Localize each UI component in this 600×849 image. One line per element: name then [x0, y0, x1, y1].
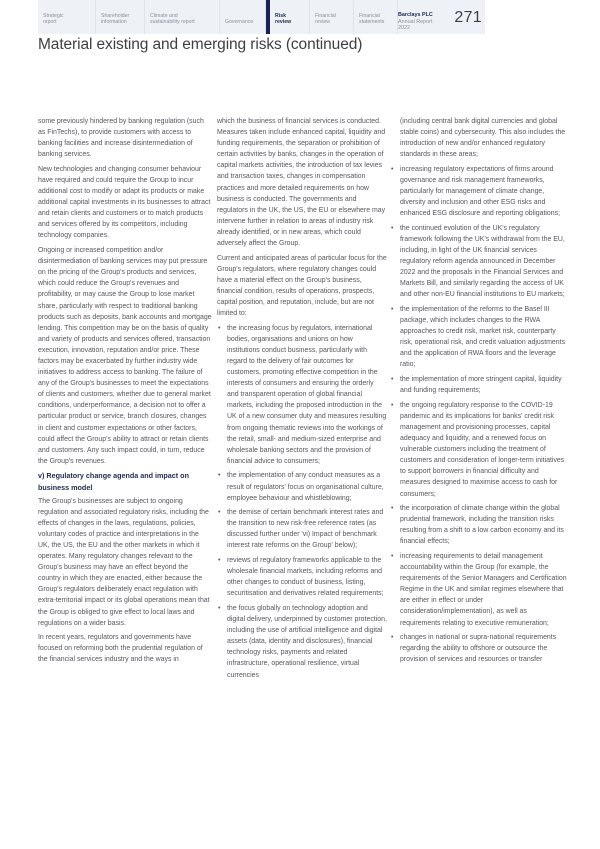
paragraph: Ongoing or increased competition and/or disintermediation of banking services may put pressure on the pricing of the Group's products and services, which could reduce the Group's revenues and profitability, or may cause the Group to lose market share, particularly with respect to traditional banking products such as deposits, bank accounts and mortgage lending. This competition may be on the basis of quality and variety of products and services offered, transaction execution, innovation, reputation and/or price. These factors may be exacerbated by further industry wide initiatives to address access to banking. The failure of any of the Group's businesses to meet the expectations of clients and customers, whether due to general market conditions, underperformance, a decision not to offer a particular product or service, branch closures, changes in client and customer expectations or other factors, could affect the Group's ability to attract or retain clients and customers. Any such impact could, in turn, reduce the Group's revenues.: [38, 247, 212, 465]
list-item-text: the continued evolution of the UK's regulatory framework following the UK's withdrawal from the EU, including, in light of the UK financial services regulatory reform agenda announced in December 2022 and the proposals in the Financial Services and Markets Bill, and similarly regarding the access of UK and other non-EU financial institutions to EU markets;: [400, 224, 565, 299]
bullet-icon: •: [218, 324, 221, 332]
text-column-2: [217, 116, 387, 684]
nav-tab-label: statements: [359, 19, 385, 26]
nav-tab-label: information: [101, 19, 127, 26]
list-item-text: the implementation of the reforms to the Basel III package, which includes changes to the RWA approaches to credit risk, market risk, counterparty risk, operational risk, and credit valuation adjustments and the application of RWA floors and the leverage ratio;: [400, 306, 566, 369]
nav-tab-label: review: [275, 19, 292, 26]
nav-tab-financial-review[interactable]: [310, 0, 354, 34]
nav-tab-climate-sustainability-report[interactable]: [145, 0, 220, 34]
text-column-3: [390, 116, 568, 669]
list-item-text: increasing requirements to detail management accountability within the Group (for example, the requirements of the Senior Managers and Certification Regime in the UK and similar regimes elsewhere that are either in effect or under consideration/implementation), as well as requirements relating to executive remuneration;: [400, 552, 567, 627]
nav-tab-label: Financial: [315, 13, 336, 19]
paragraph: New technologies and changing consumer behaviour have required and could require the Group to incur additional cost to modify or adapt its products or make additional capital investments in its businesses to attract and retain clients and customers or to match products and services offered by its competitors, including technology companies.: [38, 165, 211, 240]
nav-tab-label: Climate and: [150, 13, 178, 19]
list-item: [217, 470, 387, 503]
nav-tab-label: Shareholder: [101, 13, 130, 19]
bullet-list: [217, 323, 387, 681]
nav-tab-label: Governance: [225, 19, 254, 25]
nav-tab-governance[interactable]: [220, 0, 266, 34]
brand-block: [398, 12, 433, 32]
list-item-text: the demise of certain benchmark interest rates and the transition to new risk-free reference rates (as discussed further under 'vi) Impact of benchmark interest rate reforms on the Group' below);: [227, 509, 384, 550]
bullet-icon: •: [218, 557, 221, 565]
bullet-icon: •: [218, 509, 221, 517]
bullet-icon: •: [391, 376, 394, 384]
paragraph: In recent years, regulators and governments have focused on reforming both the prudential regulation of the financial services industry and the ways in: [38, 634, 203, 664]
paragraph: (including central bank digital currencies and global stable coins) and cybersecurity. This also includes the introduction of new and/or enhanced regulatory standards in these areas;: [400, 118, 566, 159]
bullet-icon: •: [391, 552, 394, 560]
list-item: [390, 164, 568, 219]
page-number: 271: [454, 9, 482, 26]
nav-tab-financial-statements[interactable]: [354, 0, 398, 34]
list-item: [217, 555, 387, 599]
list-item: [217, 323, 387, 467]
list-item-text: the incorporation of climate change within the global prudential framework, including the transition risks resulting from a shift to a low carbon economy and its financial effects;: [400, 505, 564, 546]
nav-tab-label: Risk: [275, 13, 286, 19]
bullet-icon: •: [391, 165, 394, 173]
bullet-icon: •: [391, 401, 394, 409]
bullet-icon: •: [391, 306, 394, 313]
text-column-1: [38, 116, 212, 669]
bullet-icon: •: [218, 472, 221, 480]
list-item-text: reviews of regulatory frameworks applicable to the wholesale financial markets, including reforms and other changes to conduct of business, listing, securitisation and derivatives related requirements;: [227, 557, 384, 598]
bullet-icon: •: [391, 224, 394, 232]
paragraph: which the business of financial services is conducted. Measures taken include enhanced capital, liquidity and funding requirements, the separation or prohibition of certain activities by banks, changes in the operation of capital markets activities, the introduction of tax levies and transaction taxes, changes in compensation practices and more detailed requirements on how business is conducted. The governments and regulators in the UK, the US, the EU or elsewhere may intervene further in relation to areas of industry risk already identified, or in new areas, which could adversely affect the Group.: [217, 118, 386, 248]
nav-tab-label: Financial: [359, 13, 380, 19]
nav-tab-label: sustainability report: [150, 19, 195, 26]
bullet-icon: •: [391, 634, 394, 642]
list-item-text: the focus globally on technology adoption and digital delivery, underpinned by customer protection, including the use of artificial intelligence and digital assets (data, identity and disclosures), financial technology risks, payments and related infrastructure, operational resilience, virtual currencies: [227, 604, 387, 679]
list-item: [390, 551, 568, 629]
report-name: Annual Report 2022: [398, 18, 433, 32]
report-branding: [398, 0, 485, 34]
list-item-text: the implementation of any conduct measures as a result of regulators' focus on organisational culture, employee behaviour and whistleblowing;: [227, 472, 384, 502]
list-item: [217, 603, 387, 681]
list-item-text: the implementation of more stringent capital, liquidity and funding requirements;: [400, 376, 562, 395]
page-title: Material existing and emerging risks (continued): [38, 36, 363, 53]
list-item: [390, 374, 568, 396]
nav-tab-strategic-report[interactable]: [38, 0, 96, 34]
list-item: [217, 507, 387, 551]
section-heading: v) Regulatory change agenda and impact on business model: [38, 471, 189, 492]
paragraph: Current and anticipated areas of particular focus for the Group's regulators, where regulatory changes could have a material effect on the Group's business, financial condition, results of operations, prospects, capital position, and reputation, include, but are not limited to:: [217, 254, 387, 318]
list-item: [390, 632, 568, 665]
paragraph: The Group's businesses are subject to ongoing regulation and associated regulatory risks, including the effects of changes in the laws, regulations, policies, voluntary codes of practice and interpretations in the UK, the US, the EU and the other markets in which it operates. Many regulatory changes relevant to the Group's business may have an effect beyond the country in which they are enacted, either because the Group's regulators deliberately enact regulation with extra-territorial impact or its global operations mean that the Group is obliged to give effect to local laws and regulations on a wider basis.: [38, 497, 210, 627]
list-item-text: the increasing focus by regulators, international bodies, organisations and unions on how institutions conduct business, particularly with regard to the delivery of fair outcomes for customers, promoting effective competition in the interests of consumers and ensuring the orderly and transparent operation of global financial markets, including the proposed introduction in the UK of a new consumer duty and measures resulting from ongoing thematic reviews into the workings of the retail, small- and medium-sized enterprise and wholesale banking sectors and the provision of financial advice to consumers;: [227, 324, 387, 465]
section-navigation-bar: [38, 0, 485, 34]
list-item-text: changes in national or supra-national requirements regarding the ability to offshore or outsource the provision of services and resources or transfer: [400, 634, 557, 664]
nav-tab-label: report: [43, 19, 57, 26]
nav-tab-label: Strategic: [43, 13, 64, 19]
list-item: [390, 503, 568, 547]
list-item-text: increasing regulatory expectations of firms around governance and risk management frameworks, particularly for management of climate change, diversity and inclusion and other ESG risks and enhanced ESG disclosure and reporting obligations;: [400, 165, 561, 218]
list-item: [390, 304, 568, 371]
bullet-list: [390, 164, 568, 666]
nav-tab-label: review: [315, 19, 330, 26]
brand-name: Barclays PLC: [398, 12, 433, 18]
list-item: [390, 400, 568, 500]
nav-tab-risk-review[interactable]: [266, 0, 310, 34]
nav-tab-shareholder-information[interactable]: [96, 0, 145, 34]
list-item: [390, 223, 568, 301]
list-item-text: the ongoing regulatory response to the COVID-19 pandemic and its implications for banks' credit risk management and provisioning processes, capital adequacy and liquidity, and a renewed focus on vulnerable customers including the treatment of customers and consideration of longer-term initiatives to support borrowers in financial difficulty and measures designed to maximise access to cash for consumers;: [400, 401, 565, 498]
bullet-icon: •: [218, 604, 221, 612]
bullet-icon: •: [391, 505, 394, 513]
paragraph: some previously hindered by banking regulation (such as FinTechs), to provide customers with access to banking facilities and increase disintermediation of banking services.: [38, 118, 204, 159]
